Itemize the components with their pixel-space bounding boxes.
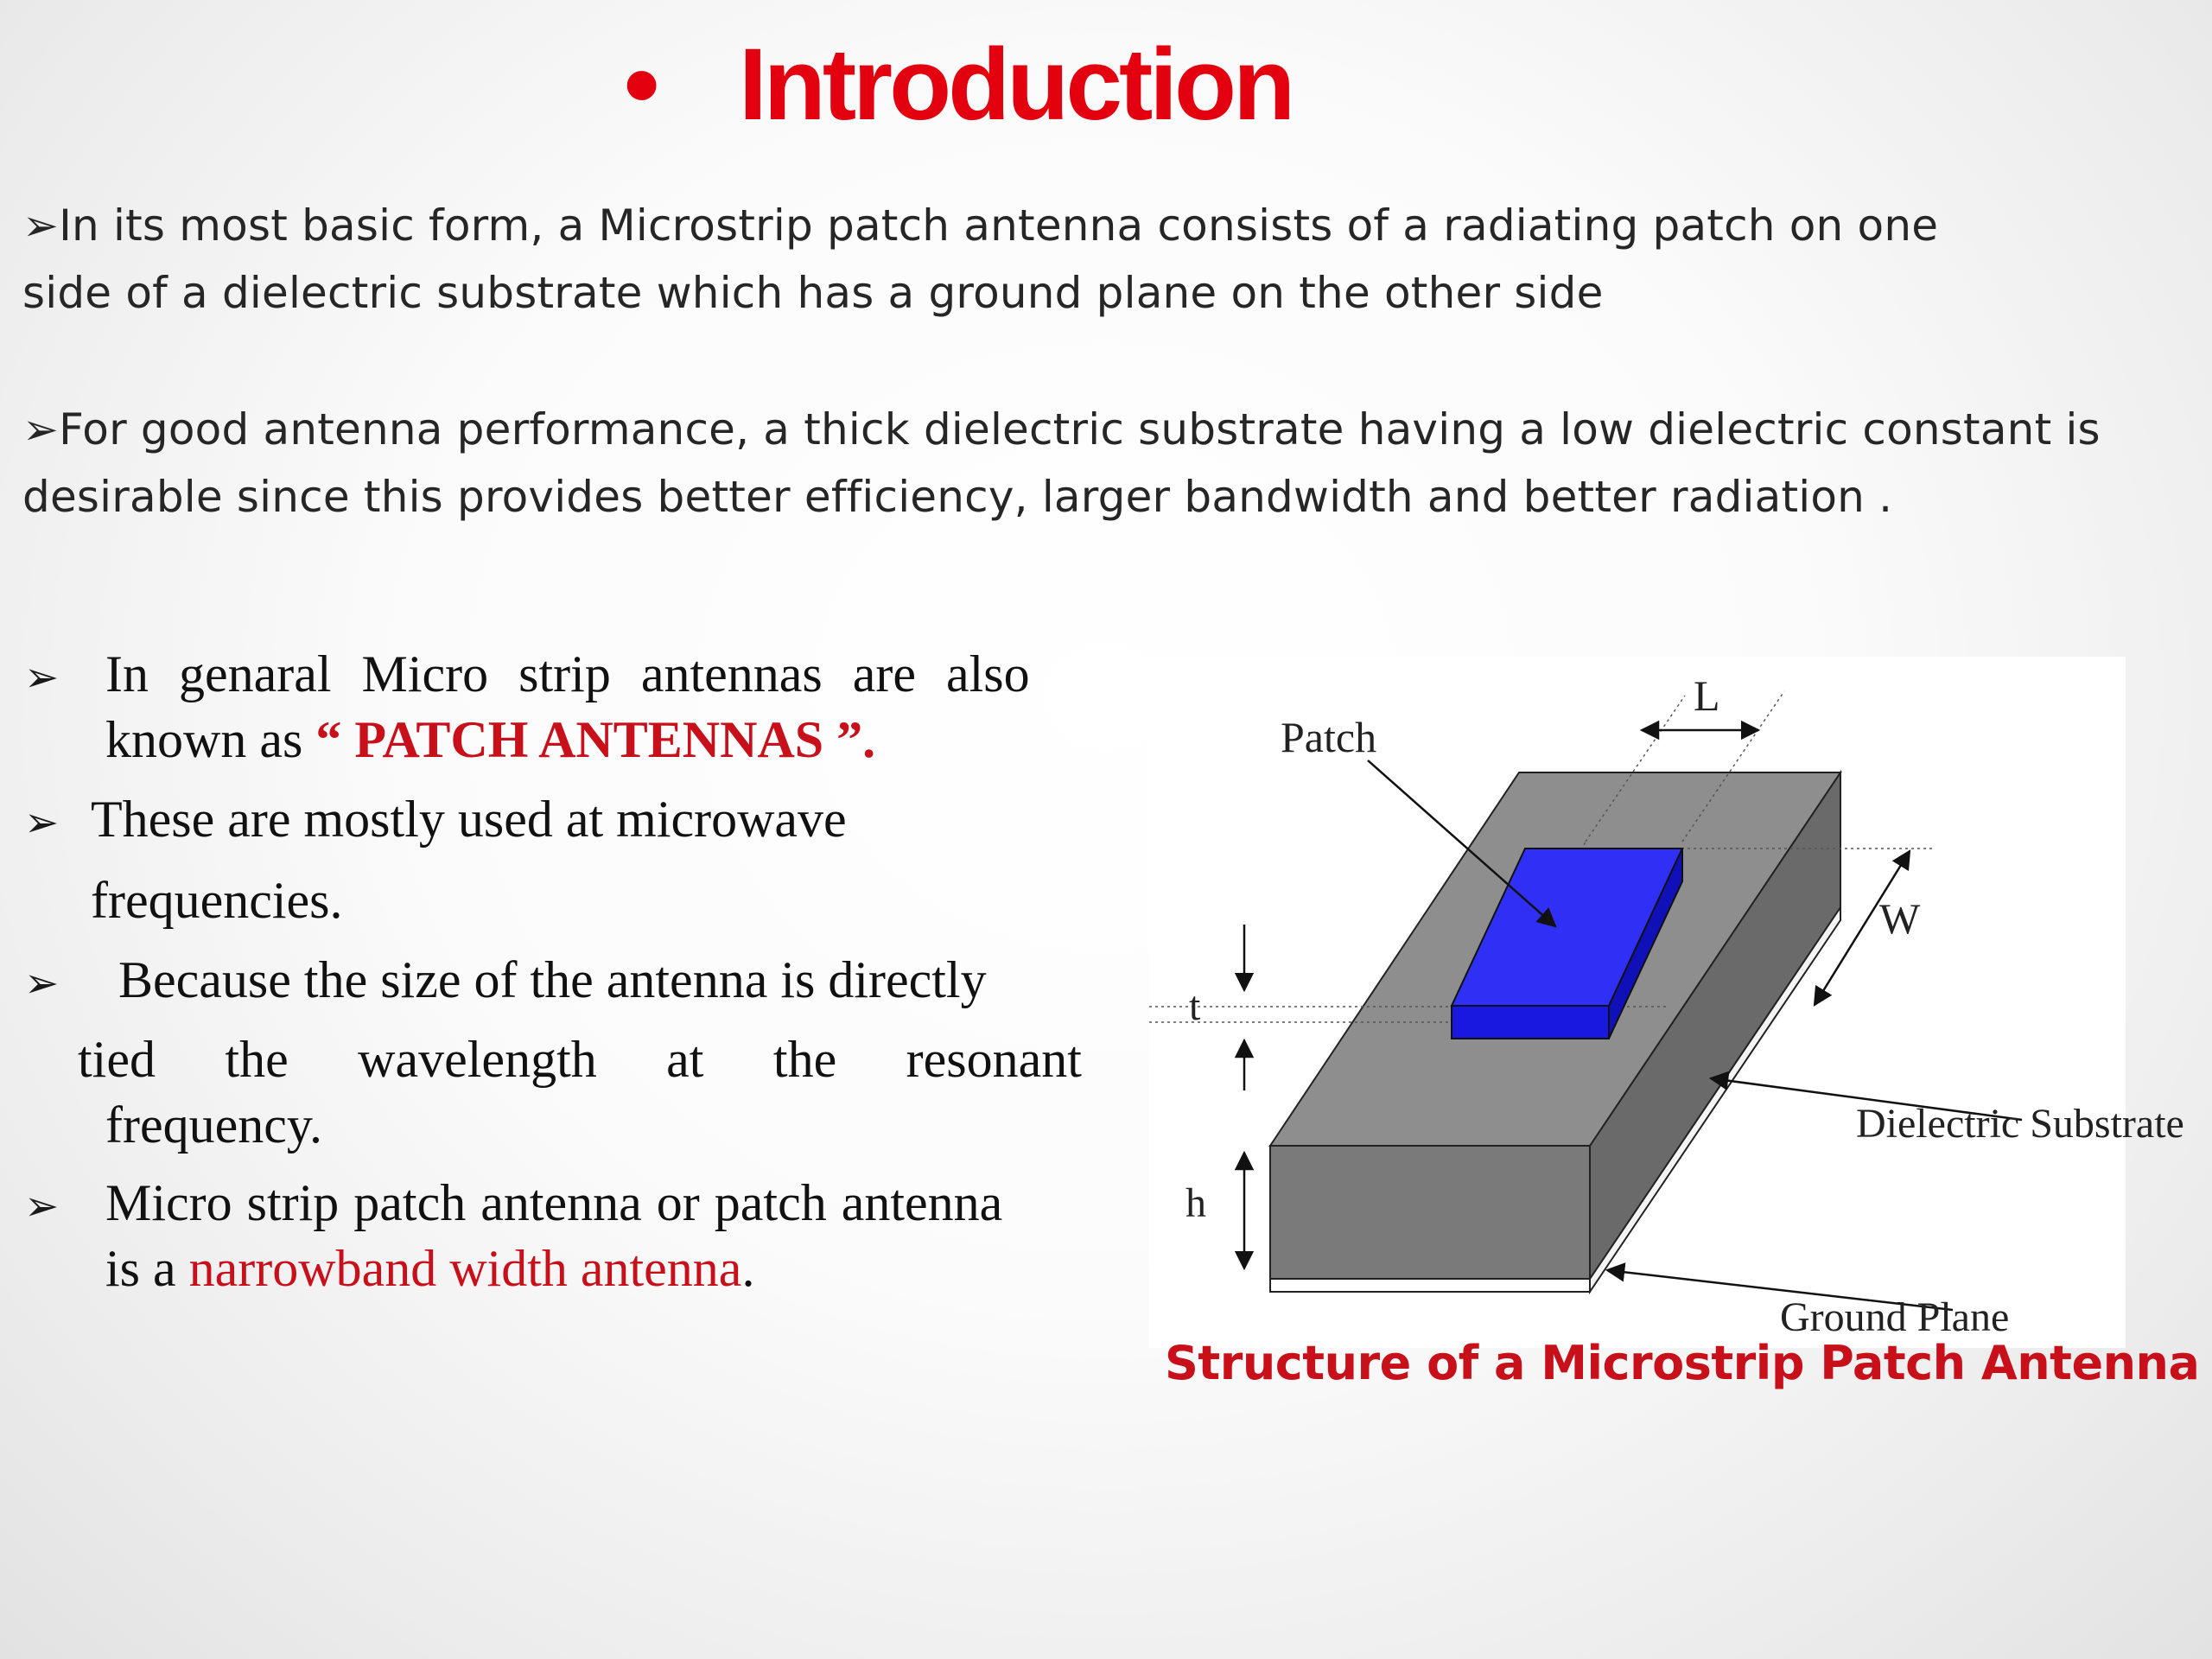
paragraph-line — [22, 192, 2183, 259]
patch-label: Patch — [1281, 713, 1377, 761]
paragraph-text: In its most basic form, a Microstrip patch antenna consists of a radiating patch on one — [59, 200, 1939, 251]
width-label: W — [1879, 894, 1921, 943]
ground-plane-label: Ground Plane — [1780, 1294, 2010, 1340]
point-word: the — [225, 1031, 289, 1088]
paragraph-basic-form — [22, 192, 2183, 327]
point-text: known as — [105, 711, 316, 768]
point-word: resonant — [906, 1031, 1082, 1088]
title-bullet: • — [624, 28, 657, 142]
length-label: L — [1694, 671, 1720, 720]
point-word: tied — [78, 1031, 156, 1088]
arrow-bullet-icon: ➢ — [22, 404, 60, 454]
paragraph-performance — [22, 396, 2183, 531]
point-3-line-1: Because the size of the antenna is directly — [118, 951, 987, 1008]
paragraph-text: For good antenna performance, a thick dielectric substrate having a low dielectric constant is — [59, 404, 2101, 454]
point-4-line-1: Micro strip patch antenna or patch antenna — [105, 1174, 1003, 1231]
paragraph-line: desirable since this provides better efficiency, larger bandwidth and better radiation . — [22, 472, 1893, 522]
arrow-bullet-icon: ➢ — [24, 959, 60, 1007]
point-2-line-2: frequencies. — [91, 872, 343, 929]
ground-plane-front — [1270, 1279, 1590, 1292]
microstrip-antenna-diagram — [1149, 657, 2184, 1348]
point-3-line-2 — [78, 1030, 1082, 1090]
diagram-caption: Structure of a Microstrip Patch Antenna — [1165, 1336, 2200, 1390]
point-word: wavelength — [358, 1031, 597, 1088]
height-label: h — [1185, 1180, 1206, 1226]
arrow-bullet-icon: ➢ — [24, 798, 60, 847]
substrate-front — [1270, 1146, 1590, 1279]
point-3-line-3: frequency. — [105, 1096, 322, 1154]
point-text: is a — [105, 1240, 189, 1297]
point-word: at — [666, 1031, 704, 1088]
thickness-label: t — [1189, 983, 1201, 1029]
arrow-bullet-icon: ➢ — [22, 200, 60, 251]
point-text: . — [741, 1240, 755, 1297]
point-text: In genaral Micro strip antennas are also — [105, 645, 1030, 702]
patch-antennas-highlight: “ PATCH ANTENNAS ”. — [315, 711, 876, 768]
paragraph-line — [22, 396, 2183, 463]
point-4-line-2 — [105, 1239, 754, 1299]
paragraph-line: side of a dielectric substrate which has a ground plane on the other side — [22, 268, 1604, 318]
title-text: Introduction — [739, 28, 1293, 142]
point-2-line-1: These are mostly used at microwave — [91, 791, 847, 848]
arrow-bullet-icon: ➢ — [24, 653, 60, 702]
point-1-line-1 — [105, 645, 1082, 704]
arrow-bullet-icon: ➢ — [24, 1182, 60, 1230]
patch-front — [1452, 1006, 1609, 1039]
point-1-line-2 — [105, 710, 875, 770]
narrowband-highlight: narrowband width antenna — [188, 1240, 742, 1297]
substrate-label: Dielectric Substrate — [1856, 1101, 2184, 1147]
point-word: the — [772, 1031, 837, 1088]
